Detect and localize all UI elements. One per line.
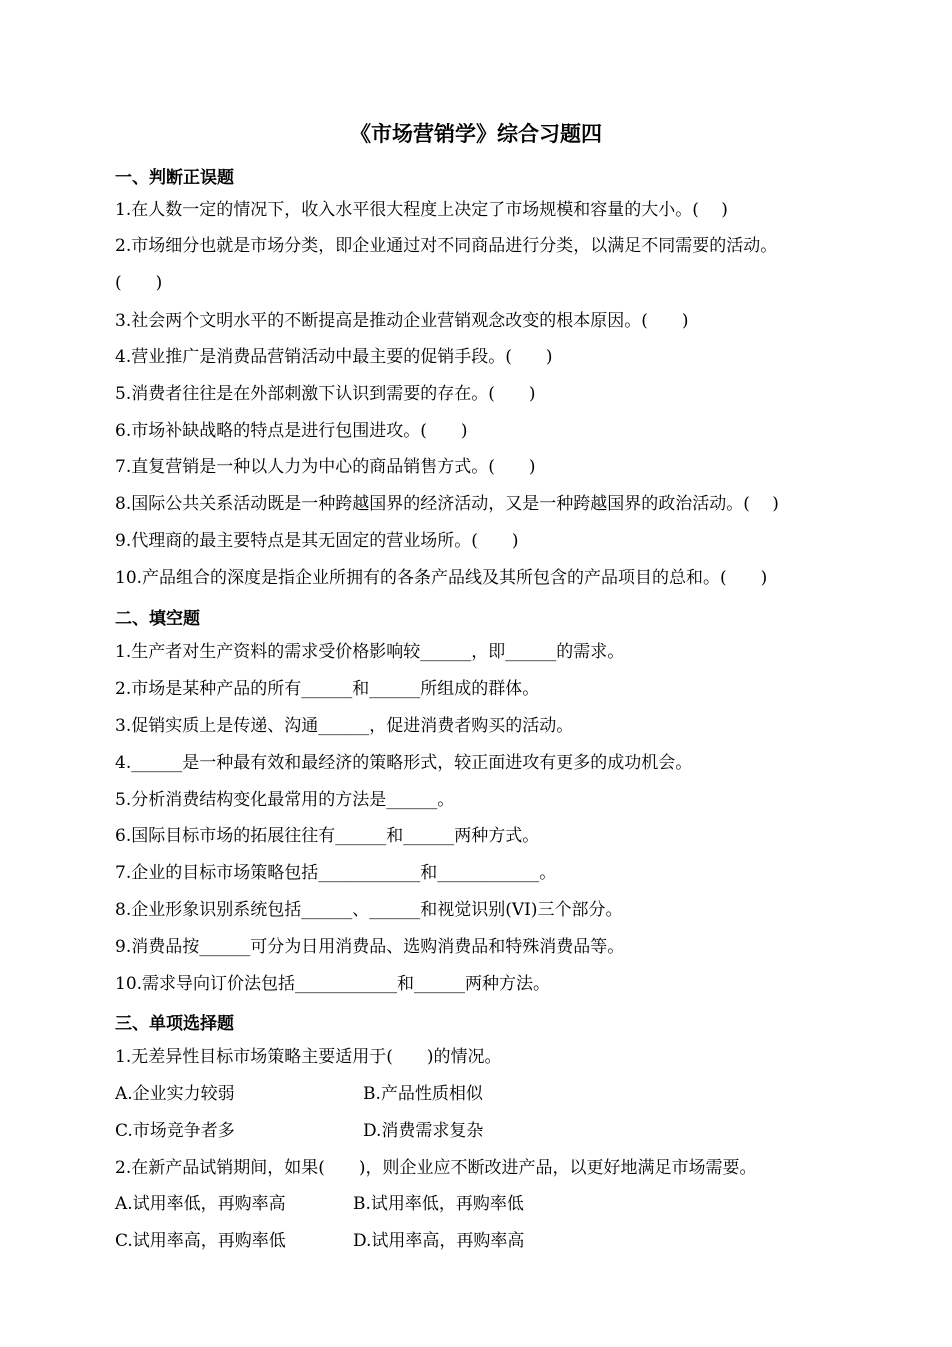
judge-item-1: 1.在人数一定的情况下，收入水平很大程度上决定了市场规模和容量的大小。( ) (115, 200, 728, 220)
judge-item-2: 2.市场细分也就是市场分类，即企业通过对不同商品进行分类，以满足不同需要的活动。 (115, 236, 778, 256)
judge-item-5: 5.消费者往往是在外部刺激下认识到需要的存在。( ) (115, 384, 536, 404)
fill-item-2: 2.市场是某种产品的所有______和______所组成的群体。 (115, 679, 540, 699)
choice-q1-stem: 1.无差异性目标市场策略主要适用于( )的情况。 (115, 1047, 502, 1067)
judge-item-8: 8.国际公共关系活动既是一种跨越国界的经济活动，又是一种跨越国界的政治活动。( ) (115, 494, 779, 514)
choice-q1-option-d: D.消费需求复杂 (363, 1121, 484, 1141)
choice-q2-option-a: A.试用率低，再购率高 (115, 1194, 286, 1214)
choice-q2-option-c: C.试用率高，再购率低 (115, 1231, 286, 1251)
judge-item-7: 7.直复营销是一种以人力为中心的商品销售方式。( ) (115, 457, 536, 477)
judge-item-4: 4.营业推广是消费品营销活动中最主要的促销手段。( ) (115, 347, 553, 367)
choice-q1-option-c: C.市场竞争者多 (115, 1121, 235, 1141)
choice-q2-option-b: B.试用率低，再购率低 (353, 1194, 524, 1214)
choice-q2-stem: 2.在新产品试销期间，如果( )，则企业应不断改进产品，以更好地满足市场需要。 (115, 1158, 757, 1178)
judge-item-3: 3.社会两个文明水平的不断提高是推动企业营销观念改变的根本原因。( ) (115, 311, 689, 331)
judge-item-9: 9.代理商的最主要特点是其无固定的营业场所。( ) (115, 531, 519, 551)
fill-item-8: 8.企业形象识别系统包括______、______和视觉识别(VI)三个部分。 (115, 900, 623, 920)
fill-item-1: 1.生产者对生产资料的需求受价格影响较______，即______的需求。 (115, 642, 625, 662)
choice-q1-option-a: A.企业实力较弱 (115, 1084, 235, 1104)
fill-item-3: 3.促销实质上是传递、沟通______，促进消费者购买的活动。 (115, 716, 574, 736)
section-heading-fill: 二、填空题 (115, 609, 200, 629)
section-heading-choice: 三、单项选择题 (115, 1014, 234, 1034)
page-title: 《市场营销学》综合习题四 (350, 122, 602, 146)
choice-q1-option-b: B.产品性质相似 (363, 1084, 483, 1104)
fill-item-9: 9.消费品按______可分为日用消费品、选购消费品和特殊消费品等。 (115, 937, 625, 957)
fill-item-7: 7.企业的目标市场策略包括____________和____________。 (115, 863, 557, 883)
judge-item-6: 6.市场补缺战略的特点是进行包围进攻。( ) (115, 421, 468, 441)
fill-item-10: 10.需求导向订价法包括____________和______两种方法。 (115, 974, 551, 994)
fill-item-5: 5.分析消费结构变化最常用的方法是______。 (115, 790, 455, 810)
judge-item-10: 10.产品组合的深度是指企业所拥有的各条产品线及其所包含的产品项目的总和。( ) (115, 568, 768, 588)
fill-item-6: 6.国际目标市场的拓展往往有______和______两种方式。 (115, 826, 540, 846)
section-heading-judge: 一、判断正误题 (115, 168, 234, 188)
judge-item-2-paren: ( ) (115, 273, 163, 293)
choice-q2-option-d: D.试用率高，再购率高 (353, 1231, 525, 1251)
fill-item-4: 4.______是一种最有效和最经济的策略形式，较正面进攻有更多的成功机会。 (115, 753, 693, 773)
